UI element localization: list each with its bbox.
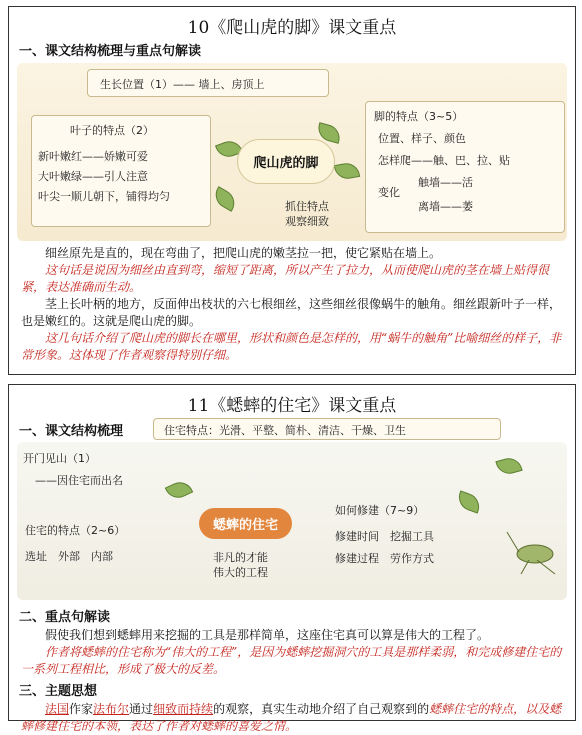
feet-box <box>365 101 565 233</box>
theme-text-part: 作家 <box>69 702 94 716</box>
open-sub: ——因住宅而出名 <box>35 474 123 487</box>
feet-heading: 脚的特点（3~5） <box>374 110 464 123</box>
theme-keyword: 细致而持续 <box>153 702 214 716</box>
sentence-analysis: 作者将蟋蟀的住宅称为“伟大的工程”，是因为蟋蟀挖掘洞穴的工具是那样柔弱，和完成修建住宅的一系列工程相比，形成了极大的反差。 <box>21 645 562 676</box>
theme-keyword: 法国 <box>45 702 70 716</box>
key-sentences <box>21 245 563 364</box>
sentence: 茎上长叶柄的地方，反面伸出枝状的六七根细丝，这些细丝很像蜗牛的触角。细丝跟新叶子一样，也是嫩红的。这就是爬山虎的脚。 <box>21 297 562 328</box>
section-heading: 三、主题思想 <box>19 684 98 699</box>
center-topic: 爬山虎的脚 <box>237 139 335 184</box>
house-feature-text: 住宅特点：光滑、平整、简朴、清洁、干燥、卫生 <box>164 424 406 437</box>
feet-line: 位置、样子、颜色 <box>378 132 466 145</box>
page-title: 10《爬山虎的脚》课文重点 <box>187 18 397 38</box>
section-heading: 二、重点句解读 <box>19 610 111 625</box>
page-title: 11《蟋蟀的住宅》课文重点 <box>187 396 397 416</box>
build-line: 修建过程 劳作方式 <box>335 552 434 565</box>
char-heading: 住宅的特点（2~6） <box>25 524 126 537</box>
structure-diagram <box>17 442 567 600</box>
lesson-10-panel <box>8 6 576 375</box>
theme-paragraph <box>21 701 563 735</box>
leaf-line: 大叶嫩绿——引人注意 <box>38 170 148 183</box>
sentence-analysis: 这句话是说因为细丝由直到弯，缩短了距离，所以产生了拉力，从而使爬山虎的茎在墙上贴得很紧，表达准确而生动。 <box>21 263 550 294</box>
leaf-icon <box>165 478 194 503</box>
center-sub: 非凡的才能 伟大的工程 <box>213 551 268 579</box>
char-line: 选址 外部 内部 <box>25 550 113 563</box>
leaf-heading: 叶子的特点（2） <box>70 124 154 137</box>
house-feature-box <box>153 418 501 440</box>
growth-box <box>87 69 329 97</box>
leaf-line: 叶尖一顺儿朝下，铺得均匀 <box>38 190 170 203</box>
theme-text-part: 的观察，真实生动地介绍了自己观察到的 <box>213 702 430 716</box>
sentence: 假使我们想到蟋蟀用来挖掘的工具是那样简单，这座住宅真可以算是伟大的工程了。 <box>45 628 490 642</box>
key-sentences <box>21 627 563 678</box>
section-heading: 一、课文结构梳理 <box>19 424 124 439</box>
sentence-analysis: 这几句话介绍了爬山虎的脚长在哪里，形状和颜色是怎样的，用“蜗牛的触角”比喻细丝的样子，非常形象。这体现了作者观察得特别仔细。 <box>21 331 562 362</box>
center-topic: 蟋蟀的住宅 <box>199 508 292 539</box>
theme-text-part: 蟋蟀住宅的特点，以及蟋蟀修建住宅的本领，表达了作者对蟋蟀的喜爱之情。 <box>21 702 562 733</box>
leaf-line: 新叶嫩红——娇嫩可爱 <box>38 150 148 163</box>
leaf-icon <box>334 161 360 181</box>
feet-line: 怎样爬——触、巴、拉、贴 <box>378 154 510 167</box>
theme-keyword: 法布尔 <box>93 702 130 716</box>
leaf-box <box>31 115 211 227</box>
cricket-icon <box>507 526 567 576</box>
feet-line: 触墙——活 <box>418 176 473 189</box>
leaf-icon <box>495 455 522 477</box>
open-text: 开门见山（1） <box>23 452 96 465</box>
section-heading: 一、课文结构梳理与重点句解读 <box>19 44 202 59</box>
build-line: 修建时间 挖掘工具 <box>335 530 434 543</box>
feet-line: 离墙——萎 <box>418 200 473 213</box>
theme-text-part: 通过 <box>129 702 154 716</box>
feet-line: 变化 <box>378 186 400 199</box>
sentence: 细丝原先是直的，现在弯曲了，把爬山虎的嫩茎拉一把，使它紧贴在墙上。 <box>45 246 442 260</box>
theme-text <box>21 701 563 735</box>
growth-text: 生长位置（1）—— 墙上、房顶上 <box>100 78 265 91</box>
lesson-11-panel <box>8 384 576 733</box>
bottom-tag: 抓住特点 观察细致 <box>285 200 329 228</box>
leaf-icon <box>211 186 240 212</box>
structure-diagram <box>17 63 567 241</box>
leaf-icon <box>455 490 483 513</box>
build-heading: 如何修建（7~9） <box>335 504 425 517</box>
